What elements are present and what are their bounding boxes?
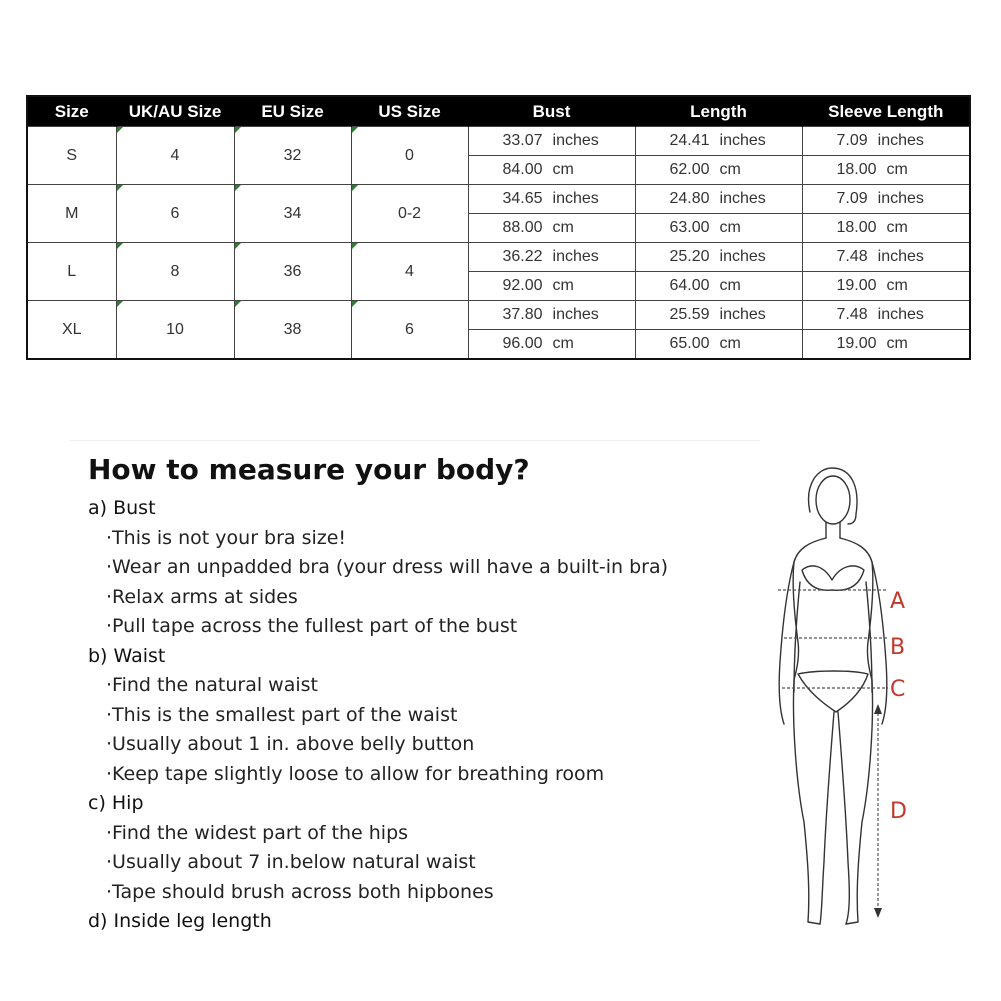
eu-cell: 36 [234, 243, 351, 301]
sleeve-cm-cell: 19.00 cm [802, 330, 970, 360]
header-us-size: US Size [351, 96, 468, 127]
section-hip-label: c) Hip [88, 792, 144, 814]
label-a: A [890, 589, 906, 614]
length-cm-cell: 62.00 cm [635, 156, 802, 185]
figure-bra [802, 566, 864, 590]
uk-au-cell: 4 [116, 127, 234, 185]
length-cm-cell: 64.00 cm [635, 272, 802, 301]
header-uk-au-size: UK/AU Size [116, 96, 234, 127]
bust-cm-cell: 84.00 cm [468, 156, 635, 185]
eu-cell: 32 [234, 127, 351, 185]
table-header-row [27, 96, 970, 127]
section-waist-label: b) Waist [88, 644, 166, 667]
us-cell: 0-2 [351, 185, 468, 243]
bust-cm-cell: 92.00 cm [468, 272, 635, 301]
label-b: B [890, 635, 906, 660]
list-item: ·Tape should brush across both hipbones [106, 880, 494, 903]
section-bust-label: a) Bust [88, 497, 156, 519]
sleeve-inches-cell: 7.09 inches [802, 185, 970, 214]
figure-inner-leg-right [838, 712, 849, 924]
list-item: ·This is not your bra size! [106, 526, 347, 549]
measurement-guide [88, 448, 708, 937]
sleeve-inches-cell: 7.09 inches [802, 127, 970, 156]
list-item: ·Pull tape across the fullest part of the bust [106, 615, 518, 637]
bust-inches-cell: 34.65 inches [468, 185, 635, 214]
figure-arm-left [779, 562, 794, 724]
length-inches-cell: 24.41 inches [635, 127, 802, 156]
size-cell: XL [27, 301, 116, 360]
figure-arm-right [872, 562, 887, 724]
length-inches-cell: 25.59 inches [635, 301, 802, 330]
table-row [27, 127, 970, 156]
list-item: ·Wear an unpadded bra (your dress will have a built-in bra) [106, 556, 669, 578]
figure-leg-right [846, 680, 873, 924]
sleeve-cm-cell: 19.00 cm [802, 272, 970, 301]
header-size: Size [27, 96, 116, 127]
guide-title: How to measure your body? [88, 453, 530, 486]
list-item: ·Keep tape slightly loose to allow for breathing room [106, 762, 605, 785]
label-c: C [890, 677, 906, 702]
header-length: Length [635, 96, 802, 127]
uk-au-cell: 6 [116, 185, 234, 243]
size-chart-table [26, 95, 971, 360]
list-item: ·Usually about 7 in.below natural waist [106, 851, 476, 873]
label-d: D [890, 799, 907, 824]
inseam-arrow-bottom [874, 908, 882, 918]
sleeve-cm-cell: 18.00 cm [802, 156, 970, 185]
bust-cm-cell: 88.00 cm [468, 214, 635, 243]
uk-au-cell: 8 [116, 243, 234, 301]
length-cm-cell: 65.00 cm [635, 330, 802, 360]
figure-briefs [798, 671, 868, 712]
eu-cell: 38 [234, 301, 351, 360]
header-eu-size: EU Size [234, 96, 351, 127]
sleeve-inches-cell: 7.48 inches [802, 301, 970, 330]
size-cell: S [27, 127, 116, 185]
length-inches-cell: 25.20 inches [635, 243, 802, 272]
inseam-arrow-top [874, 704, 882, 714]
size-cell: M [27, 185, 116, 243]
sleeve-cm-cell: 18.00 cm [802, 214, 970, 243]
list-item: ·Usually about 1 in. above belly button [106, 733, 475, 755]
body-measurement-figure [760, 462, 930, 952]
bust-inches-cell: 36.22 inches [468, 243, 635, 272]
bust-inches-cell: 37.80 inches [468, 301, 635, 330]
bust-inches-cell: 33.07 inches [468, 127, 635, 156]
table-row [27, 185, 970, 214]
length-cm-cell: 63.00 cm [635, 214, 802, 243]
section-inside-leg-label: d) Inside leg length [88, 910, 272, 932]
list-item: ·Relax arms at sides [106, 585, 298, 608]
bust-cm-cell: 96.00 cm [468, 330, 635, 360]
list-item: ·Find the widest part of the hips [106, 821, 409, 844]
table-row [27, 301, 970, 330]
length-inches-cell: 24.80 inches [635, 185, 802, 214]
list-item: ·Find the natural waist [106, 674, 318, 696]
eu-cell: 34 [234, 185, 351, 243]
size-cell: L [27, 243, 116, 301]
table-row [27, 243, 970, 272]
us-cell: 6 [351, 301, 468, 360]
header-bust: Bust [468, 96, 635, 127]
list-item: ·This is the smallest part of the waist [106, 703, 458, 726]
uk-au-cell: 10 [116, 301, 234, 360]
figure-leg-left [793, 680, 820, 924]
figure-inner-leg-left [820, 712, 834, 924]
us-cell: 0 [351, 127, 468, 185]
section-divider [70, 440, 760, 441]
sleeve-inches-cell: 7.48 inches [802, 243, 970, 272]
figure-head [816, 476, 850, 524]
header-sleeve-length: Sleeve Length [802, 96, 970, 127]
us-cell: 4 [351, 243, 468, 301]
